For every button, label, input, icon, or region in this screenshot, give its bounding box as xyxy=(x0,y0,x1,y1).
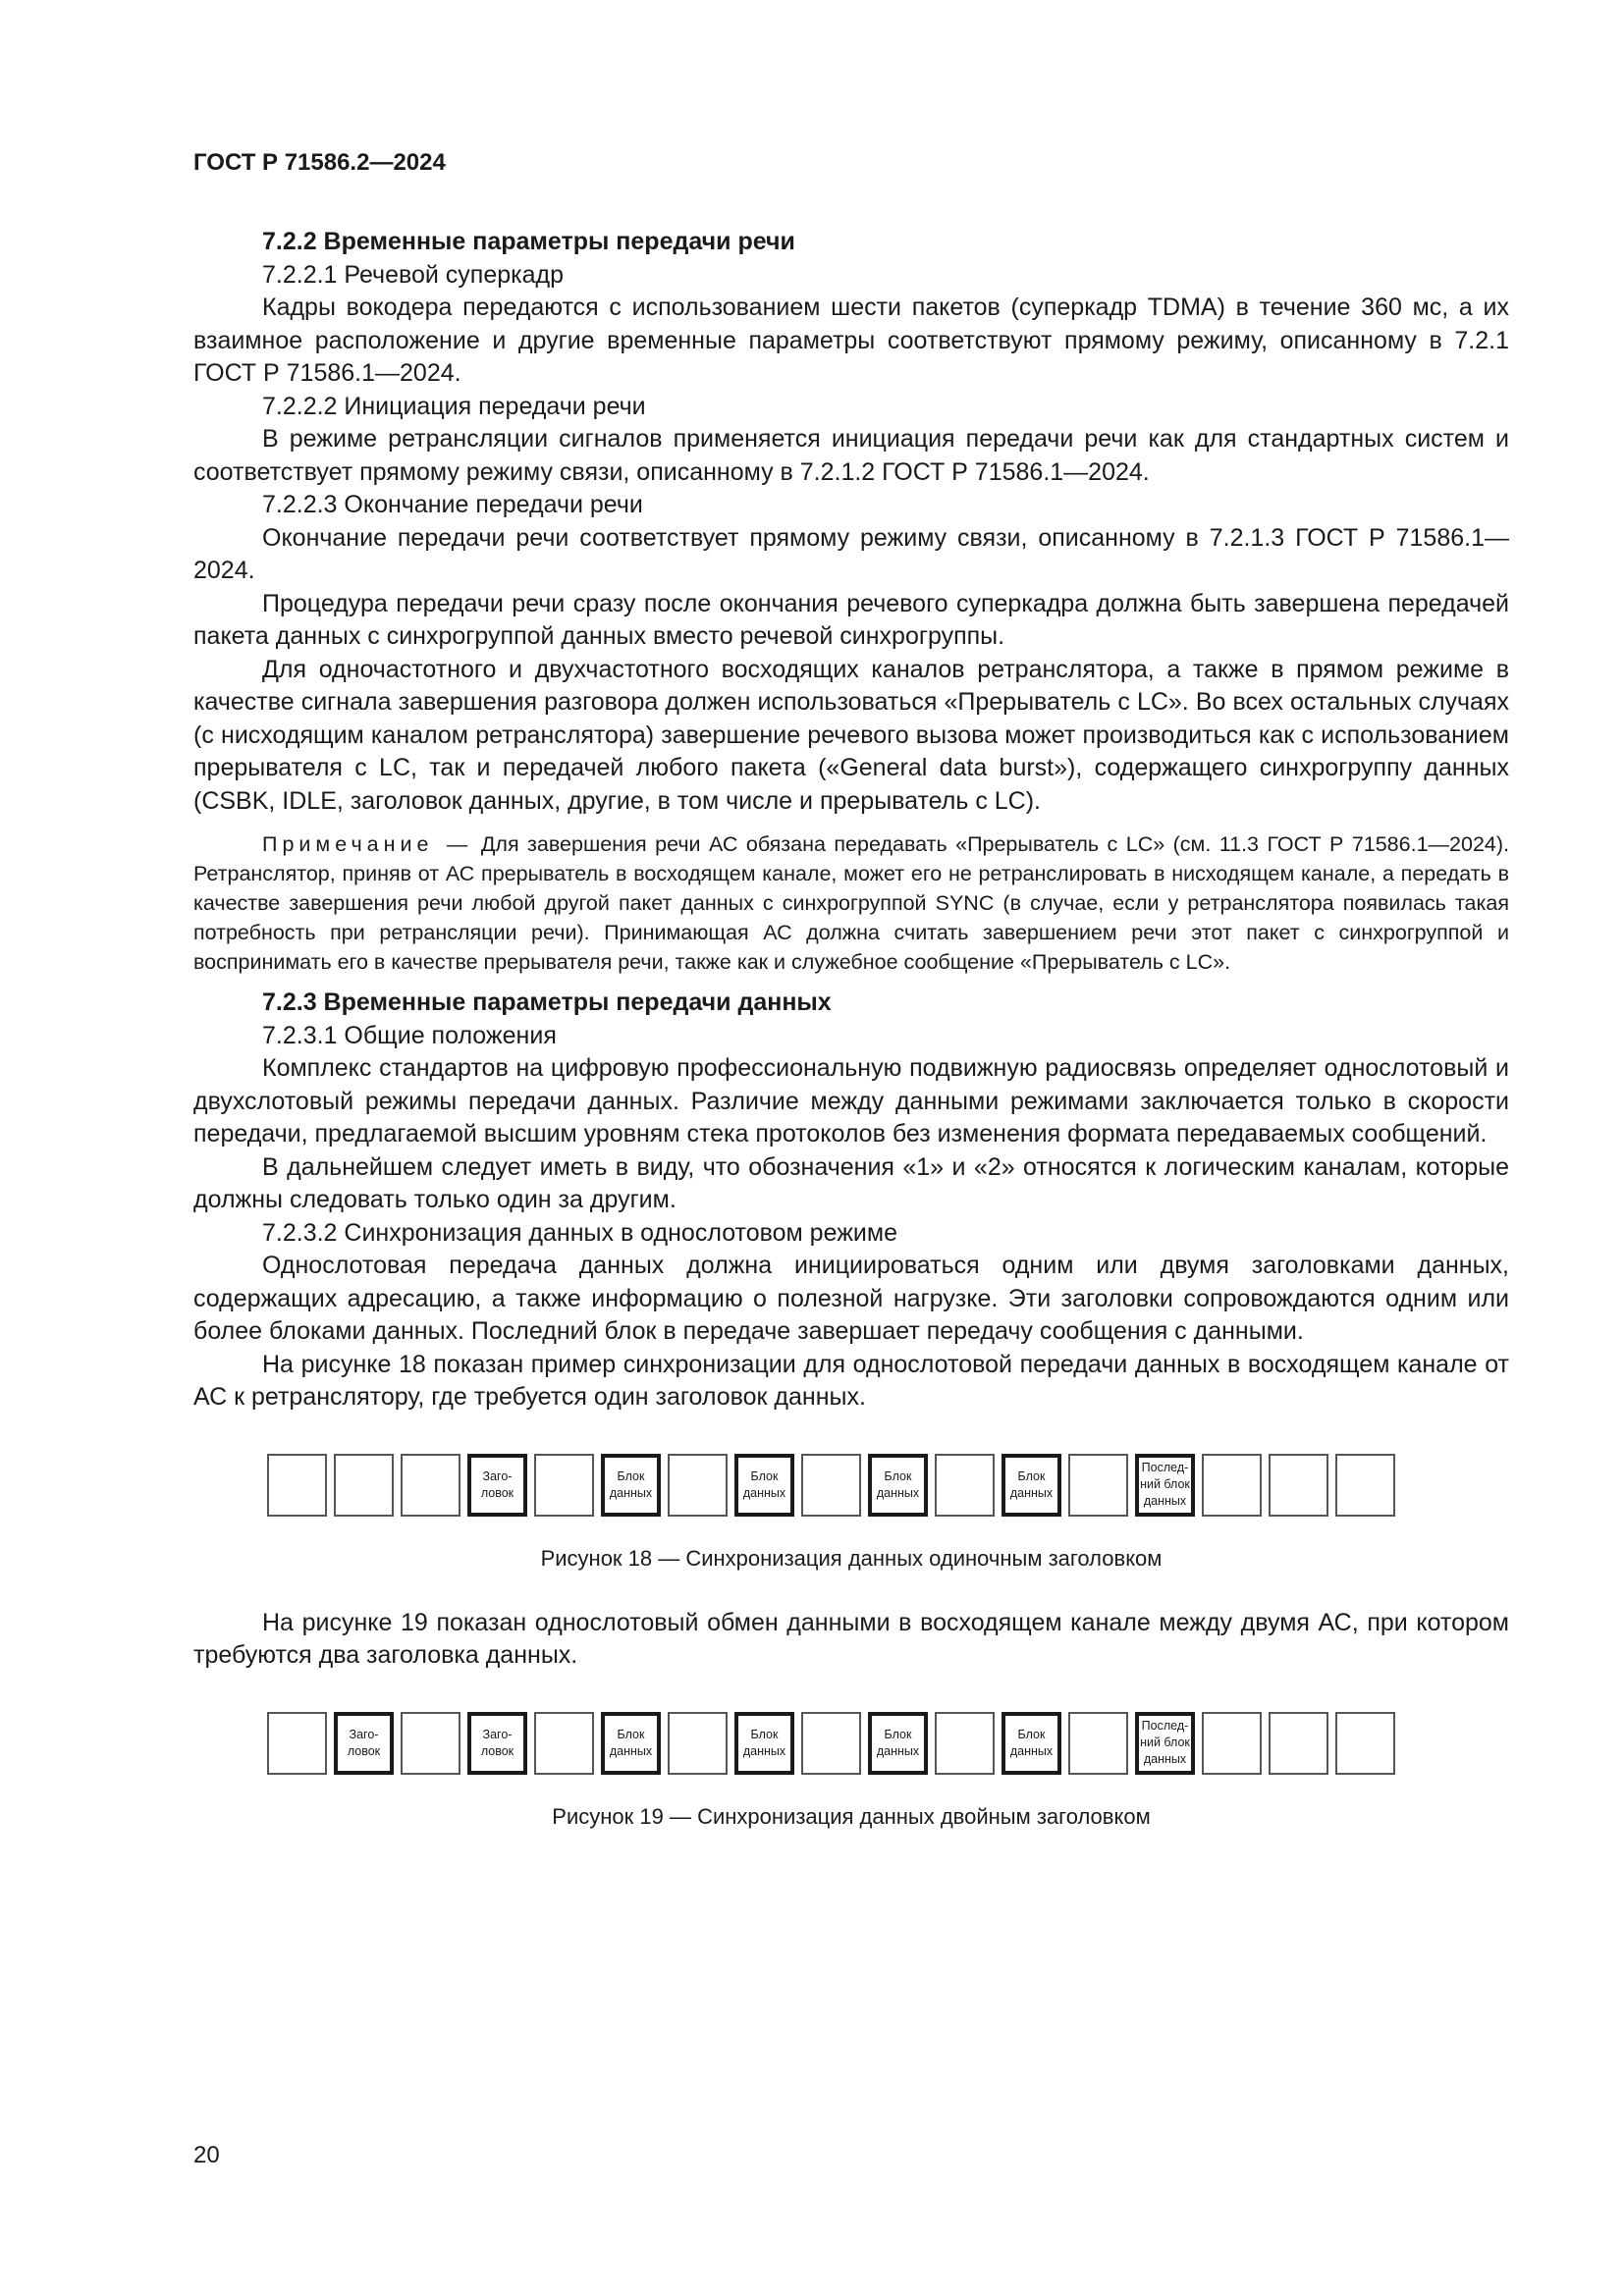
paragraph: На рисунке 18 показан пример синхронизации для однослотовой передачи данных в восходящем канале от АС к ретранслятору, где требуется один заголовок данных. xyxy=(193,1350,1509,1411)
slot-label: Блок данных xyxy=(609,1727,653,1758)
data-slot xyxy=(601,1454,661,1517)
slot-label: Заго- ловок xyxy=(480,1468,514,1500)
slot-label: Блок данных xyxy=(609,1468,653,1500)
empty-slot xyxy=(1335,1454,1395,1517)
slot-label: Заго- ловок xyxy=(480,1727,514,1758)
section-heading-7-2-3: 7.2.3 Временные параметры передачи данных xyxy=(262,988,832,1016)
empty-slot xyxy=(1269,1712,1328,1775)
paragraph: В дальнейшем следует иметь в виду, что обозначения «1» и «2» относятся к логическим каналам, которые должны следовать только один за другим. xyxy=(193,1152,1509,1213)
empty-slot xyxy=(1202,1454,1262,1517)
empty-slot xyxy=(401,1712,460,1775)
empty-slot xyxy=(668,1454,728,1517)
empty-slot xyxy=(935,1712,995,1775)
data-slot xyxy=(868,1712,928,1775)
data-slot xyxy=(1135,1712,1195,1775)
empty-slot xyxy=(267,1454,327,1517)
document-body xyxy=(193,226,1509,1830)
empty-slot xyxy=(935,1454,995,1517)
data-slot xyxy=(1135,1454,1195,1517)
figure-caption: Рисунок 18 — Синхронизация данных одиночным заголовком xyxy=(540,1545,1163,1571)
empty-slot xyxy=(534,1712,594,1775)
data-slot xyxy=(601,1712,661,1775)
note-text: Для завершения речи АС обязана передавать «Прерыватель с LC» (см. 11.3 ГОСТ Р 71586.1—2024). Ретранслятор, приняв от АС прерыватель в восходящем канале, может его не ретранслировать в нисходящем канале, а передать в качестве завершения речи любой другой пакет данных с синхрогруппой SYNC (в случае, если у ретранслятора появилась такая потребность при ретрансляции речи). Принимающая АС должна считать завершением речи этот пакет с синхрогруппой и воспринимать его в качестве прерывателя речи, также как и служебное сообщение «Прерыватель с LC». xyxy=(193,832,1509,974)
data-slot xyxy=(1001,1454,1061,1517)
empty-slot xyxy=(1068,1454,1128,1517)
empty-slot xyxy=(1068,1712,1128,1775)
note-label: Примечание — xyxy=(262,832,473,856)
slot-sequence xyxy=(267,1454,1509,1517)
paragraph: Окончание передачи речи соответствует прямому режиму связи, описанному в 7.2.1.3 ГОСТ Р 71586.1—2024. xyxy=(193,523,1509,584)
paragraph: Кадры вокодера передаются с использованием шести пакетов (суперкадр TDMA) в течение 360 мс, а их взаимное расположение и другие временные параметры соответствуют прямому режиму, описанному в 7.2.1 ГОСТ Р 71586.1—2024. xyxy=(193,294,1509,387)
empty-slot xyxy=(534,1454,594,1517)
subsection-heading-7-2-3-2: 7.2.3.2 Синхронизация данных в однослотовом режиме xyxy=(262,1218,897,1247)
figure-caption: Рисунок 19 — Синхронизация данных двойным заголовком xyxy=(552,1803,1151,1829)
data-slot xyxy=(467,1712,527,1775)
document-header: ГОСТ Р 71586.2—2024 xyxy=(193,149,446,176)
subsection-heading-7-2-2-3: 7.2.2.3 Окончание передачи речи xyxy=(262,491,643,518)
figure-18 xyxy=(193,1454,1509,1572)
slot-label: Блок данных xyxy=(1009,1468,1054,1500)
empty-slot xyxy=(1269,1454,1328,1517)
empty-slot xyxy=(668,1712,728,1775)
slot-label: Блок данных xyxy=(742,1727,786,1758)
empty-slot xyxy=(1335,1712,1395,1775)
slot-label: Блок данных xyxy=(876,1727,920,1758)
data-slot xyxy=(734,1712,794,1775)
paragraph: В режиме ретрансляции сигналов применяется инициация передачи речи как для стандартных систем и соответствует прямому режиму связи, описанному в 7.2.1.2 ГОСТ Р 71586.1—2024. xyxy=(193,425,1509,486)
slot-label: Блок данных xyxy=(1009,1727,1054,1758)
section-heading-7-2-2: 7.2.2 Временные параметры передачи речи xyxy=(262,228,795,255)
empty-slot xyxy=(401,1454,460,1517)
paragraph: На рисунке 19 показан однослотовый обмен данными в восходящем канале между двумя АС, при котором требуются два заголовка данных. xyxy=(193,1608,1509,1669)
data-slot xyxy=(734,1454,794,1517)
slot-label: Блок данных xyxy=(742,1468,786,1500)
slot-label: Блок данных xyxy=(876,1468,920,1500)
subsection-heading-7-2-3-1: 7.2.3.1 Общие положения xyxy=(262,1021,557,1049)
slot-label: Заго- ловок xyxy=(347,1727,381,1758)
paragraph: Комплекс стандартов на цифровую профессиональную подвижную радиосвязь определяет однослотовый и двухслотовый режимы передачи данных. Различие между данными режимами заключается только в скорости передачи, предлагаемой высшим уровням стека протоколов без изменения формата передаваемых сообщений. xyxy=(193,1054,1509,1148)
subsection-heading-7-2-2-1: 7.2.2.1 Речевой суперкадр xyxy=(262,260,565,289)
empty-slot xyxy=(334,1454,394,1517)
empty-slot xyxy=(801,1712,861,1775)
empty-slot xyxy=(267,1712,327,1775)
data-slot xyxy=(334,1712,394,1775)
slot-label: Послед- ний блок данных xyxy=(1140,1461,1190,1508)
slot-label: Послед- ний блок данных xyxy=(1140,1719,1190,1766)
data-slot xyxy=(868,1454,928,1517)
figure-19 xyxy=(193,1712,1509,1830)
note xyxy=(193,829,1509,977)
data-slot xyxy=(1001,1712,1061,1775)
paragraph: Однослотовая передача данных должна инициироваться одним или двумя заголовками данных, содержащих адресацию, а также информацию о полезной нагрузке. Эти заголовки сопровождаются одним или более блоками данных. Последний блок в передаче завершает передачу сообщения с данными. xyxy=(193,1252,1509,1345)
empty-slot xyxy=(801,1454,861,1517)
slot-sequence xyxy=(267,1712,1509,1775)
subsection-heading-7-2-2-2: 7.2.2.2 Инициация передачи речи xyxy=(262,392,646,420)
empty-slot xyxy=(1202,1712,1262,1775)
page-number: 20 xyxy=(193,2142,220,2168)
data-slot xyxy=(467,1454,527,1517)
paragraph: Для одночастотного и двухчастотного восходящих каналов ретранслятора, а также в прямом режиме в качестве сигнала завершения разговора должен использоваться «Прерыватель с LC». Во всех остальных случаях (с нисходящим каналом ретранслятора) завершение речевого вызова может производиться как с использованием прерывателя с LC, так и передачей любого пакета («General data burst»), содержащего синхрогруппу данных (CSBK, IDLE, заголовок данных, другие, в том числе и прерыватель с LC). xyxy=(193,655,1509,815)
paragraph: Процедура передачи речи сразу после окончания речевого суперкадра должна быть завершена передачей пакета данных с синхрогруппой данных вместо речевой синхрогруппы. xyxy=(193,589,1509,650)
